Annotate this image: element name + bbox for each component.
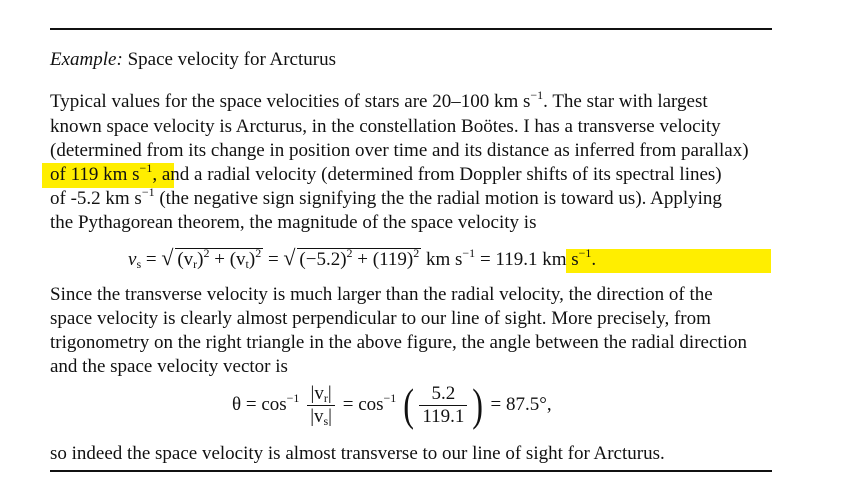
eq1-rad1-sq: 2 bbox=[203, 246, 210, 260]
para1-line6: the Pythagorean theorem, the magnitude of the space velocity is bbox=[50, 212, 537, 233]
eq2-frac1-num bbox=[307, 383, 335, 406]
para1-line1 bbox=[50, 90, 708, 114]
eq2-inv: −1 bbox=[286, 391, 300, 405]
eq1-units: km s bbox=[421, 249, 463, 270]
space-velocity-equation bbox=[128, 247, 596, 273]
closing-line: so indeed the space velocity is almost transverse to our line of sight for Arcturus. bbox=[50, 443, 665, 464]
eq2-den1-sub: s bbox=[323, 413, 329, 428]
eq1-lhs: v bbox=[128, 249, 137, 270]
eq2-den1: |v bbox=[310, 405, 324, 427]
eq1-rad2-sq: 2 bbox=[346, 246, 353, 260]
para1-line2: known space velocity is Arcturus, in the constellation Boötes. I has a transverse velocity bbox=[50, 116, 721, 137]
eq2-cos bbox=[342, 391, 397, 416]
radical-sign-icon: √ bbox=[161, 245, 174, 270]
highlight-space-velocity-result bbox=[566, 249, 771, 273]
para1-line5-sup: −1 bbox=[141, 185, 155, 199]
example-label: Example: bbox=[50, 49, 123, 70]
eq2-den1-end: | bbox=[328, 405, 332, 427]
eq2-frac1-den bbox=[307, 406, 335, 428]
eq2-frac-1 bbox=[307, 383, 335, 428]
top-rule bbox=[50, 28, 772, 30]
para1-line5-b: (the negative sign signifying the the radial motion is toward us). Applying bbox=[154, 188, 722, 209]
eq2-result: = 87.5°, bbox=[490, 394, 552, 415]
para1-line5-a: of -5.2 km s bbox=[50, 188, 142, 209]
eq2-frac2-den: 119.1 bbox=[422, 405, 465, 427]
eq1-units-sup: −1 bbox=[462, 246, 476, 260]
eq2-num1-end: | bbox=[327, 382, 332, 404]
eq1-rad1-sub-r: r bbox=[193, 257, 198, 271]
eq2-num1-sub: r bbox=[323, 390, 328, 405]
eq1-rad1-plus: + (v bbox=[209, 249, 246, 270]
eq2-cos-text: = cos bbox=[342, 394, 384, 415]
para2-line2: space velocity is clearly almost perpendicular to our line of sight. More precisely, from bbox=[50, 308, 711, 329]
example-title bbox=[50, 48, 336, 72]
eq2-left-paren: ( bbox=[403, 379, 415, 430]
eq1-radical-2 bbox=[283, 247, 421, 273]
para1-line1-text: Typical values for the space velocities of stars are 20–100 km s bbox=[50, 91, 531, 112]
highlighted-transverse-sup: −1 bbox=[139, 161, 153, 175]
para1-line3: (determined from its change in position over time and its distance as inferred from parallax) bbox=[50, 140, 749, 161]
para1-line5 bbox=[50, 187, 722, 211]
eq1-equals-3: = bbox=[475, 249, 496, 270]
eq1-rad2-plus: + (119) bbox=[352, 249, 414, 270]
eq1-rad2-a: (−5.2) bbox=[299, 249, 347, 270]
eq1-radicand-1 bbox=[175, 248, 263, 270]
angle-equation bbox=[232, 379, 552, 442]
eq1-lhs-sub: s bbox=[136, 257, 142, 271]
eq2-right-paren: ) bbox=[472, 379, 484, 430]
para1-line4-end: , and a radial velocity (determined from Doppler shifts of its spectral lines) bbox=[152, 164, 722, 185]
eq2-theta bbox=[232, 391, 300, 416]
eq1-radicand-2 bbox=[297, 248, 421, 270]
eq1-result-sup: −1 bbox=[578, 246, 592, 260]
highlighted-transverse-value: of 119 km s bbox=[50, 164, 140, 185]
radical-sign-icon: √ bbox=[283, 245, 296, 270]
eq1-rad2-sq2: 2 bbox=[413, 246, 420, 260]
eq1-rad1-end: ) bbox=[248, 249, 256, 270]
eq2-inv2: −1 bbox=[383, 391, 397, 405]
para2-line1: Since the transverse velocity is much larger than the radial velocity, the direction of the bbox=[50, 284, 713, 305]
para2-line3: trigonometry on the right triangle in the above figure, the angle between the radial direction bbox=[50, 332, 747, 353]
eq1-rad1-sub-t: t bbox=[245, 257, 249, 271]
eq2-num1: |v bbox=[310, 382, 324, 404]
eq2-frac2-num: 5.2 bbox=[419, 383, 467, 406]
example-title-text: Space velocity for Arcturus bbox=[127, 49, 336, 70]
eq1-rad1-sq2: 2 bbox=[255, 246, 262, 260]
bottom-rule bbox=[50, 470, 772, 472]
eq1-rad1-mid: ) bbox=[197, 249, 204, 270]
eq1-equals: = bbox=[141, 249, 162, 270]
eq1-result-end: . bbox=[591, 249, 597, 270]
para2-line4: and the space velocity vector is bbox=[50, 356, 288, 377]
eq2-frac-2 bbox=[419, 383, 467, 428]
eq2-theta-text: θ = cos bbox=[232, 394, 287, 415]
para1-line1-end: . The star with largest bbox=[543, 91, 708, 112]
para1-line1-sup: −1 bbox=[530, 88, 544, 102]
eq1-rad1-open: (v bbox=[177, 249, 194, 270]
eq1-result: 119.1 km s bbox=[495, 249, 579, 270]
para1-line4 bbox=[50, 163, 722, 187]
eq1-equals-2: = bbox=[263, 249, 284, 270]
eq1-radical-1 bbox=[161, 247, 263, 273]
